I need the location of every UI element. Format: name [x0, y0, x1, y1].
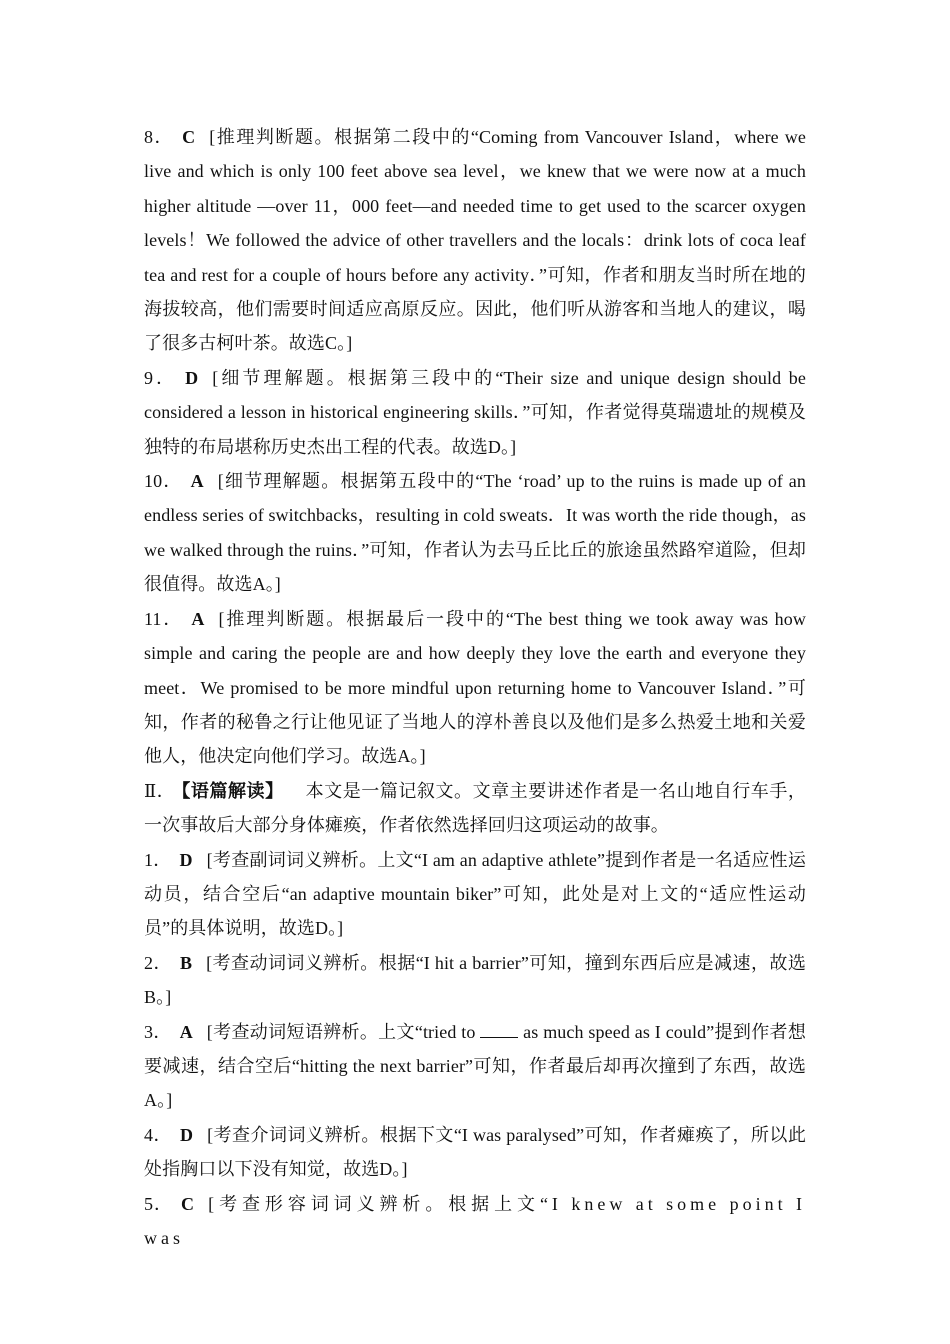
section-title: 【语篇解读】 [181, 780, 284, 801]
item-explanation-part-2: as much speed as I could”提到作者想要减速，结合空后“hitting the next barrier”可知，作者最后却再次撞到了东西，故选A。] [144, 1021, 806, 1111]
item-answer: D [179, 849, 193, 870]
fill-in-blank [480, 1023, 518, 1038]
item-answer: D [185, 367, 199, 388]
item-8 [144, 120, 806, 361]
item-explanation: [细节理解题。根据第五段中的“The ‘road’ up to the ruins is made up of an endless series of switchbacks，resulting in cold sweats．It was worth the ride though，as we walked through the ruins．”可知，作者认为去马丘比丘的旅途虽然路窄道险，但却很值得。故选A。] [144, 471, 806, 595]
item-answer: D [179, 1124, 194, 1145]
section-ii-summary [144, 774, 806, 843]
item2-3 [144, 1015, 806, 1118]
item-number: 2． [144, 952, 172, 973]
item2-4 [144, 1118, 806, 1187]
item2-1 [144, 843, 806, 946]
item2-5 [144, 1187, 806, 1256]
item-explanation: [考查动词词义辨析。根据“I hit a barrier”可知，撞到东西后应是减速，故选B。] [144, 952, 806, 1008]
item-answer: C [182, 127, 196, 147]
item2-2 [144, 946, 806, 1015]
item-number: 4． [144, 1124, 172, 1145]
item-number: 5． [144, 1193, 174, 1214]
answer-explanations [144, 120, 806, 1255]
item-explanation: [推理判断题。根据最后一段中的“The best thing we took away was how simple and caring the people are and how deeply they love the earth and everyone they meet．We promised to be more mindful upon returning home to Vancouver Island．”可知，作者的秘鲁之行让他见证了当地人的淳朴善良以及他们是多么热爱土地和关爱他人，他决定向他们学习。故选A。] [144, 608, 806, 767]
item-explanation: [考查形容词词义辨析。根据上文“I knew at some point I was [144, 1193, 806, 1248]
item-answer: C [181, 1193, 195, 1214]
item-11 [144, 602, 806, 774]
item-answer: B [179, 952, 193, 973]
item-explanation: [考查介词词义辨析。根据下文“I was paralysed”可知，作者瘫痪了，所以此处指胸口以下没有知觉，故选D。] [144, 1124, 806, 1180]
item-answer: A [179, 1021, 193, 1042]
item-number: 3． [144, 1021, 172, 1042]
item-number: 9． [144, 367, 178, 388]
item-answer: A [191, 608, 205, 629]
item-answer: A [190, 471, 204, 492]
item-explanation: [推理判断题。根据第二段中的“Coming from Vancouver Island，where we live and which is only 100 feet above sea level，we knew that we were now at a much higher altitude —over 11，000 feet—and needed time to get used to the scarcer oxygen levels！We followed the advice of other travellers and the locals：drink lots of coca leaf tea and rest for a couple of hours before any activity．”可知，作者和朋友当时所在地的海拔较高，他们需要时间适应高原反应。因此，他们听从游客和当地人的建议，喝了很多古柯叶茶。故选C。] [144, 127, 806, 354]
item-number: 10． [144, 471, 183, 492]
item-number: 11． [144, 608, 184, 629]
item-explanation: [细节理解题。根据第三段中的“Their size and unique design should be considered a lesson in historical engineering skills．”可知，作者觉得莫瑞遗址的规模及独特的布局堪称历史杰出工程的代表。故选D。] [144, 367, 806, 457]
section-text: 本文是一篇记叙文。文章主要讲述作者是一名山地自行车手，一次事故后大部分身体瘫痪，作者依然选择回归这项运动的故事。 [144, 780, 806, 836]
item-10 [144, 464, 806, 602]
section-label: Ⅱ． [144, 780, 176, 801]
item-number: 8． [144, 127, 175, 147]
item-9 [144, 361, 806, 464]
item-explanation: [考查副词词义辨析。上文“I am an adaptive athlete”提到作者是一名适应性运动员，结合空后“an adaptive mountain biker”可知，此处是对上文的“适应性运动员”的具体说明，故选D。] [144, 849, 806, 939]
item-number: 1． [144, 849, 172, 870]
item-explanation-part-1: [考查动词短语辨析。上文“tried to [206, 1021, 481, 1042]
